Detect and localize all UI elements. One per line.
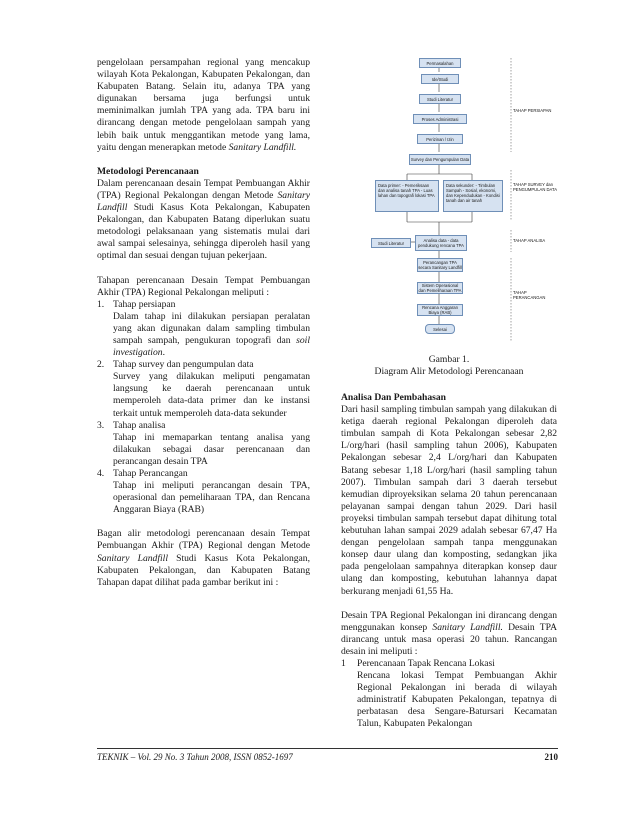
flow-box-data-sekunder: Data sekunder: - Timbulan Sampah - Sosial, ekonomi, dan Kependudukan - Kondisi tanah dan air tanah [443, 180, 503, 212]
flow-box-administrasi: Proses Administrasi [413, 114, 467, 124]
journal-citation: TEKNIK – Vol. 29 No. 3 Tahun 2008, ISSN 0852-1697 [97, 752, 293, 762]
intro-paragraph: pengelolaan persampahan regional yang mencakup wilayah Kota Pekalongan, Kabupaten Pekalongan, dan Kabupaten Batang. Selain itu, adanya TPA yang digunakan bersama juga berfungsi untuk meminimalkan jumlah TPA yang ada. TPA baru ini dirancang dengan metode pengelolaan sampah yang lebih baik untuk menggantikan metode yang lama, yaitu dengan menerapkan metode Sanitary Landfill. [97, 57, 310, 153]
figure-caption: Gambar 1. Diagram Alir Metodologi Perencanaan [374, 354, 524, 377]
left-column [97, 57, 310, 589]
flow-box-selesai: Selesai [425, 324, 455, 334]
flow-box-perancangan: Perancangan TPA secara Sanitary Landfill [418, 260, 462, 270]
stage-label-analisa: TAHAP ANALISA [513, 238, 546, 243]
flow-box-survey: Survey dan Pengumpulan Data [409, 154, 471, 165]
flow-box-perizinan: Perizinan / Izin [417, 134, 463, 144]
flow-box-ide: Ide/Studi [421, 74, 459, 84]
stage-label-perancangan: TAHAP PERANCANGAN [513, 290, 546, 300]
flow-box-analisa: Analisa data - data pendukung rencana TPA [415, 235, 467, 251]
stage-label-persiapan: TAHAP PERSIAPAN [513, 108, 552, 113]
page-number: 210 [544, 752, 558, 762]
stage-item-4: 4. Tahap Perancangan Tahap ini meliputi perancangan desain TPA, operasional dan pemeliharaan TPA, dan Rencana Anggaran Biaya (RAB) [97, 468, 310, 516]
flow-box-rab: Rencana Anggaran Biaya (RAB) [417, 304, 463, 316]
page-footer [97, 748, 558, 762]
section-heading-method: Metodologi Perencanaan [97, 165, 199, 177]
design-paragraph: Desain TPA Regional Pekalongan ini dirancang dengan menggunakan konsep Sanitary Landfill. Desain TPA dirancang untuk masa operasi 20 tahun. Rancangan desain ini meliputi : [341, 609, 557, 657]
stage-item-3: 3. Tahap analisa Tahap ini memaparkan tentang analisa yang dilakukan sebagai dasar perencanaan dan perancangan desain TPA [97, 419, 310, 467]
method-paragraph: Dalam perencanaan desain Tempat Pembuangan Akhir (TPA) Regional Pekalongan dengan Metode Sanitary Landfill Studi Kasus Kota Pekalongan, Kabupaten Pekalongan, dan Kabupaten Batang diperlukan suatu metodologi pelaksanaan yang sistematis mulai dari awal sampai selesainya, sehingga diperoleh hasil yang optimal dan sesuai dengan tujuan pekerjaan. [97, 177, 310, 262]
flow-box-data-primer: Data primer: - Pemeriksaan dan analisa tanah TPA - Luas lahan dan topografi lokasi TPA [375, 180, 439, 212]
stage-item-1: 1. Tahap persiapan Dalam tahap ini dilakukan persiapan peralatan yang akan digunakan dalam sampling timbulan sampah sampah, pengukuran topografi dan soil investigation. [97, 298, 310, 359]
right-column [341, 392, 557, 731]
flow-box-studi-literatur: Studi Literatur [419, 94, 461, 104]
stage-label-survey: TAHAP SURVEY dan PENGUMPULAN DATA [513, 182, 558, 192]
flow-box-operasional: Sistem Operasional dan Pemeliharaan TPA [418, 283, 462, 293]
design-item-1: 1 Perencanaan Tapak Rencana Lokasi Rencana lokasi Tempat Pembuangan Akhir Regional Pekalongan ini berada di wilayah administratif Kabupaten Pekalongan, tepatnya di perbatasan desa Sengare-Batursari Kecamatan Talun, Kabupaten Pekalongan [341, 657, 557, 730]
section-heading-analysis: Analisa Dan Pembahasan [341, 392, 447, 403]
flow-box-permasalahan: Permasalahan [419, 58, 461, 68]
closing-paragraph: Bagan alir metodologi perencanaan desain Tempat Pembuangan Akhir (TPA) Regional dengan Metode Sanitary Landfill Studi Kasus Kota Pekalongan, Kabupaten Pekalongan, dan Kabupaten Batang Tahapan dapat dilihat pada gambar berikut ini : [97, 528, 310, 588]
stage-item-2: 2. Tahap survey dan pengumpulan data Survey yang dilakukan meliputi pengamatan langsung ke daerah perencanaan untuk memperoleh data-data primer dan ke instansi terkait untuk memperoleh data-data sekunder [97, 359, 310, 419]
flowchart-figure [369, 52, 569, 348]
analysis-paragraph: Dari hasil sampling timbulan sampah yang dilakukan di ketiga daerah regional Pekalongan diperoleh data timbulan sampah di Kota Pekalongan sebesar 2,82 L/org/hari (hasil sampling tahun 2006), Kabupaten Pekalongan sebesar 2,4 L/org/hari dan Kabupaten Batang sebesar 1,18 L/org/hari (hasil sampling tahun 2007). Timbulan sampah dari 3 daerah tersebut kemudian diproyeksikan selama 20 tahun perencanaan pelayanan sampai dengan tahun 2029. Dari hasil proyeksi timbulan sampah tersebut dapat dihitung total kebutuhan lahan sampai 2029 adalah sebesar 67,47 Ha dengan pengelolaan sampah tanpa menggunakan konsep daur ulang dan komposting, sedangkan jika pada pengelolaan sampahnya diterapkan konsep daur ulang dan komposting, kebutuhan lahannya dapat berkurang menjadi 61,55 Ha. [341, 404, 557, 597]
stages-intro: Tahapan perencanaan Desain Tempat Pembuangan Akhir (TPA) Regional Pekalongan meliputi : [97, 274, 310, 298]
flow-box-studi-literatur-2: Studi Literatur [371, 238, 411, 248]
